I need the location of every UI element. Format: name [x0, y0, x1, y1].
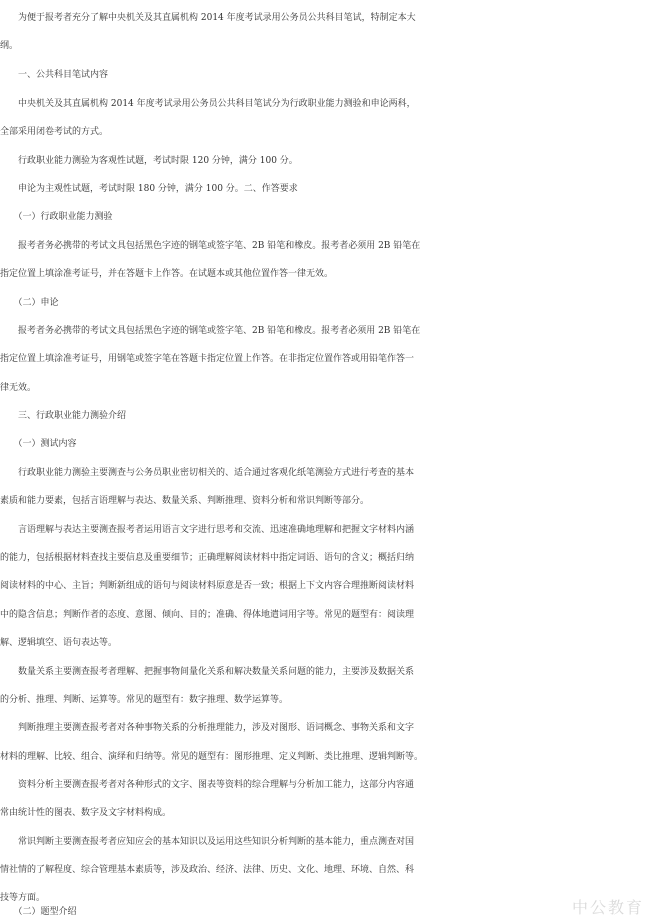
- text-line: 材料的理解、比较、组合、演绎和归纳等。常见的题型有：图形推理、定义判断、类比推理、逻辑判断等。: [0, 752, 424, 762]
- text-line: 律无效。: [0, 383, 37, 393]
- section-heading: 三、行政职业能力测验介绍: [0, 411, 127, 421]
- section-heading: 一、公共科目笔试内容: [0, 70, 109, 80]
- text-line: 常识判断主要测查报考者应知应会的基本知识以及运用这些知识分析判断的基本能力，重点测查对国: [0, 837, 415, 847]
- subsection-heading: （一）行政职业能力测验: [0, 212, 113, 222]
- text-line: 指定位置上填涂准考证号，用钢笔或签字笔在答题卡指定位置上作答。在非指定位置作答或用铅笔作答一: [0, 354, 415, 364]
- subsection-heading: （一）测试内容: [0, 439, 77, 449]
- text-line: 言语理解与表达主要测查报考者运用语言文字进行思考和交流、迅速准确地理解和把握文字材料内涵: [0, 525, 415, 535]
- text-line: 报考者务必携带的考试文具包括黑色字迹的钢笔或签字笔、2B 铅笔和橡皮。报考者必须用 2B 铅笔在: [0, 326, 421, 336]
- text-line: 技等方面。: [0, 893, 46, 903]
- text-line: 判断推理主要测查报考者对各种事物关系的分析推理能力，涉及对图形、语词概念、事物关系和文字: [0, 723, 415, 733]
- text-line: 数量关系主要测查报考者理解、把握事物间量化关系和解决数量关系问题的能力，主要涉及数据关系: [0, 667, 415, 677]
- text-line: 常由统计性的图表、数字及文字材料构成。: [0, 808, 172, 818]
- text-line: 行政职业能力测验主要测查与公务员职业密切相关的、适合通过客观化纸笔测验方式进行考查的基本: [0, 468, 415, 478]
- text-line: 中的隐含信息；判断作者的态度、意图、倾向、目的；准确、得体地遣词用字等。常见的题型有：阅读理: [0, 610, 415, 620]
- watermark-logo: 中公教育: [571, 898, 644, 917]
- text-line: 阅读材料的中心、主旨；判断新组成的语句与阅读材料原意是否一致；根据上下文内容合理推断阅读材料: [0, 581, 415, 591]
- text-line: 报考者务必携带的考试文具包括黑色字迹的钢笔或签字笔、2B 铅笔和橡皮。报考者必须用 2B 铅笔在: [0, 241, 421, 251]
- text-line: 纲。: [0, 41, 19, 51]
- text-line: 行政职业能力测验为客观性试题，考试时限 120 分钟，满分 100 分。: [0, 156, 298, 166]
- text-line: 申论为主观性试题，考试时限 180 分钟，满分 100 分。二、作答要求: [0, 184, 298, 194]
- text-line: 情社情的了解程度、综合管理基本素质等，涉及政治、经济、法律、历史、文化、地理、环境、自然、科: [0, 865, 415, 875]
- text-line: 的分析、推理、判断、运算等。常见的题型有：数字推理、数学运算等。: [0, 695, 289, 705]
- text-line: 解、逻辑填空、语句表达等。: [0, 638, 118, 648]
- text-line: 指定位置上填涂准考证号，并在答题卡上作答。在试题本或其他位置作答一律无效。: [0, 269, 334, 279]
- text-line: 中央机关及其直属机构 2014 年度考试录用公务员公共科目笔试分为行政职业能力测验和申论两科，: [0, 99, 416, 109]
- text-line: 为便于报考者充分了解中央机关及其直属机构 2014 年度考试录用公务员公共科目笔试，特制定本大: [0, 13, 416, 23]
- text-line: 资料分析主要测查报考者对各种形式的文字、图表等资料的综合理解与分析加工能力，这部分内容通: [0, 780, 415, 790]
- text-line: 素质和能力要素，包括言语理解与表达、数量关系、判断推理、资料分析和常识判断等部分。: [0, 496, 370, 506]
- subsection-heading: （二）题型介绍: [0, 907, 77, 917]
- text-line: 全部采用闭卷考试的方式。: [0, 127, 109, 137]
- text-line: 的能力，包括根据材料查找主要信息及重要细节；正确理解阅读材料中指定词语、语句的含义；概括归纳: [0, 553, 415, 563]
- subsection-heading: （二）申论: [0, 298, 59, 308]
